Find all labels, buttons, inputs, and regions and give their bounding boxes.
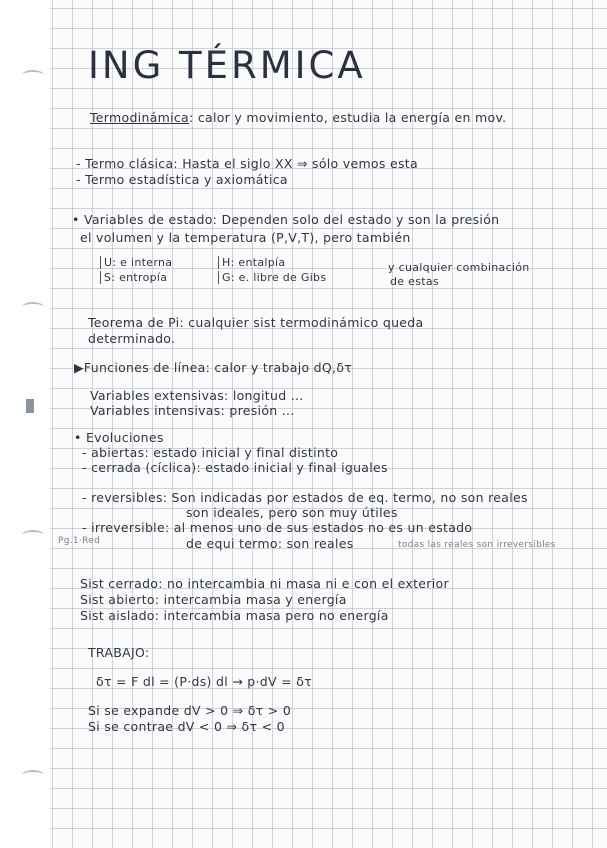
- variable-s: S: entropía: [100, 271, 167, 284]
- note-line-14: - reversibles: Son indicadas por estados de eq. termo, no son reales: [82, 490, 528, 505]
- note-line-5: el volumen y la temperatura (P,V,T), pero también: [80, 230, 411, 245]
- page-tab-marker: [26, 399, 34, 413]
- note-line-3: - Termo estadística y axiomática: [76, 172, 288, 187]
- note-line-16: - irreversible: al menos uno de sus estados no es un estado: [82, 520, 473, 535]
- variable-g: G: e. libre de Gibs: [218, 271, 326, 284]
- note-line-17: de equi termo: son reales: [186, 536, 354, 551]
- note-line-6: Teorema de Pi: cualquier sist termodinámico queda: [88, 315, 424, 330]
- variable-u: U: e interna: [100, 256, 172, 269]
- note-line-13: - cerrada (cíclica): estado inicial y final iguales: [82, 460, 388, 475]
- note-line-21: TRABAJO:: [88, 645, 150, 660]
- note-line-18: Sist cerrado: no intercambia ni masa ni e con el exterior: [80, 576, 449, 591]
- note-line-19: Sist abierto: intercambia masa y energía: [80, 592, 347, 607]
- note-line-10: Variables intensivas: presión ...: [90, 403, 295, 418]
- note-line-7: determinado.: [88, 331, 176, 346]
- note-line-2: - Termo clásica: Hasta el siglo XX ⇒ sólo vemos esta: [76, 156, 418, 171]
- note-line-9: Variables extensivas: longitud ...: [90, 388, 304, 403]
- note-line-12: - abiertas: estado inicial y final distinto: [82, 445, 339, 460]
- side-note-irreversible: todas las reales son irreversibles: [398, 540, 556, 550]
- note-line-1: [90, 110, 506, 125]
- variable-combination-1: y cualquier combinación: [388, 261, 530, 274]
- binder-hole: [22, 770, 44, 780]
- margin-note: Pg.1·Red: [58, 536, 101, 546]
- note-line-8: ▶Funciones de línea: calor y trabajo dQ,δτ: [74, 360, 353, 375]
- note-line-15: son ideales, pero son muy útiles: [186, 505, 398, 520]
- binder-hole: [22, 70, 44, 80]
- note-line-4: • Variables de estado: Dependen solo del estado y son la presión: [72, 212, 500, 227]
- binder-hole: [22, 302, 44, 312]
- note-line-20: Sist aislado: intercambia masa pero no energía: [80, 608, 389, 623]
- note-line-24: Si se contrae dV < 0 ⇒ δτ < 0: [88, 719, 285, 734]
- topic-label: Termodinámica: [90, 110, 190, 125]
- page-title: ING TÉRMICA: [88, 44, 366, 87]
- variable-combination-2: de estas: [390, 275, 439, 288]
- note-line-11: • Evoluciones: [74, 430, 164, 445]
- binder-hole: [22, 530, 44, 540]
- work-formula: δτ = F dl = (P·ds) dl → p·dV = δτ: [96, 674, 312, 689]
- page-margin-strip: [0, 0, 50, 848]
- note-line-23: Si se expande dV > 0 ⇒ δτ > 0: [88, 703, 292, 718]
- variable-h: H: entalpía: [218, 256, 285, 269]
- topic-definition: : calor y movimiento, estudia la energía en mov.: [189, 110, 507, 125]
